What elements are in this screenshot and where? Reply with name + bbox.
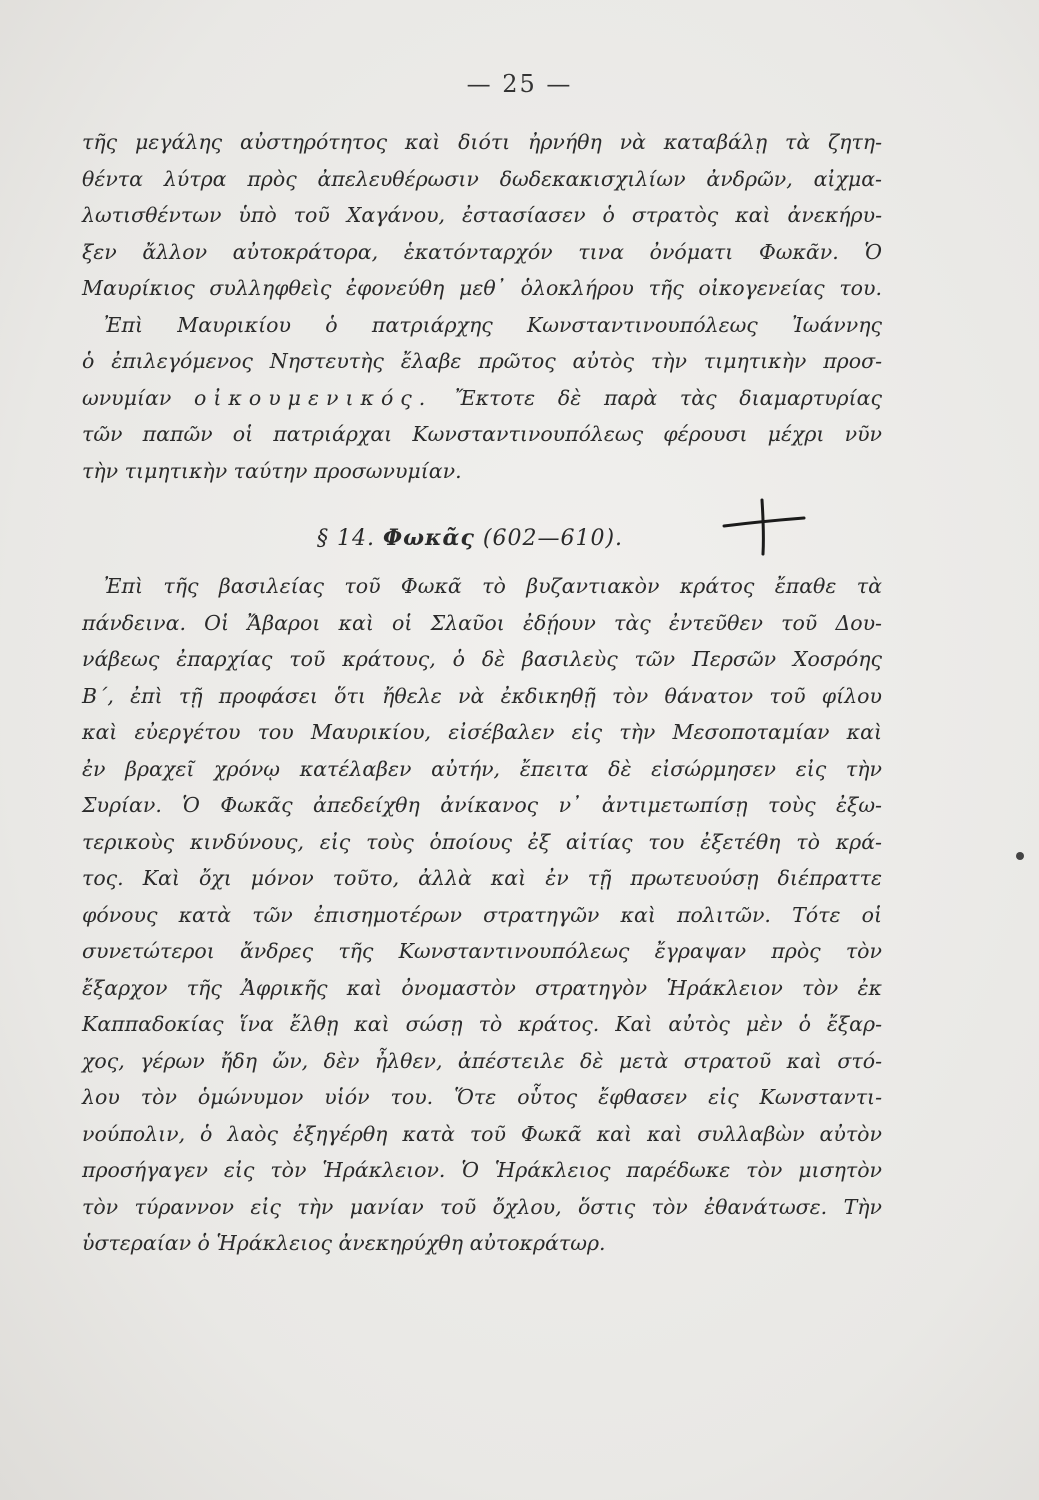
text-line: νούπολιν, ὁ λαὸς ἐξηγέρθη κατὰ τοῦ Φωκᾶ καὶ καὶ συλλαβὼν αὐτὸν [82,1121,882,1146]
ink-speck [1016,852,1024,860]
text-fragment: ωνυμίαν [82,385,172,410]
text-line: τος. Καὶ ὄχι μόνον τοῦτο, ἀλλὰ καὶ ἐν τῇ πρωτευούσῃ διέπραττε [82,866,882,890]
text-line: ἐν βραχεῖ χρόνῳ κατέλαβεν αὐτήν, ἔπειτα δὲ εἰσώρμησεν εἰς τὴν [82,756,882,781]
text-line: χος, γέρων ἤδη ὤν, δὲν ἦλθεν, ἀπέστειλε δὲ μετὰ στρατοῦ καὶ στό- [82,1048,882,1073]
text-line: τῶν παπῶν οἱ πατριάρχαι Κωνσταντινουπόλεως φέρουσι μέχρι νῦν [82,422,882,446]
text-line: πάνδεινα. Οἱ Ἄβαροι καὶ οἱ Σλαῦοι ἐδῄουν τὰς ἐντεῦθεν τοῦ Δου- [82,610,882,635]
text-line: συνετώτεροι ἄνδρες τῆς Κωνσταντινουπόλεως ἔγραψαν πρὸς τὸν [82,939,882,963]
text-line: λωτισθέντων ὑπὸ τοῦ Χαγάνου, ἐστασίασεν ὁ στρατὸς καὶ ἀνεκήρυ- [82,203,882,227]
text-line: τὴν τιμητικὴν ταύτην προσωνυμίαν. [82,458,462,483]
section-years: (602—610). [482,526,624,551]
paragraph-3 [82,568,882,1262]
text-line: τῆς μεγάλης αὐστηρότητος καὶ διότι ἠρνήθη νὰ καταβάλῃ τὰ ζητη- [82,130,882,154]
text-line: προσήγαγεν εἰς τὸν Ἡράκλειον. Ὁ Ἡράκλειος παρέδωκε τὸν μισητὸν [82,1158,882,1182]
text-line-mixed [82,380,882,417]
handwritten-cross-mark [718,496,808,556]
text-line: Ἐπὶ Μαυρικίου ὁ πατριάρχης Κωνσταντινουπόλεως Ἰωάννης [104,312,882,337]
text-line: ξεν ἄλλον αὐτοκράτορα, ἑκατόνταρχόν τινα ὀνόματι Φωκᾶν. Ὁ [82,239,882,264]
text-line: Συρίαν. Ὁ Φωκᾶς ἀπεδείχθη ἀνίκανος ν᾿ ἀντιμετωπίσῃ τοὺς ἐξω- [82,793,882,817]
text-line: Β΄, ἐπὶ τῇ προφάσει ὅτι ἤθελε νὰ ἐκδικηθῇ τὸν θάνατον τοῦ φίλου [82,683,882,708]
text-line: ὑστεραίαν ὁ Ἡράκλειος ἀνεκηρύχθη αὐτοκράτωρ. [82,1231,606,1255]
text-line: Ἐπὶ τῆς βασιλείας τοῦ Φωκᾶ τὸ βυζαντιακὸν κράτος ἔπαθε τὰ [104,574,882,598]
text-fragment: Ἔκτοτε δὲ παρὰ τὰς διαμαρτυρίας [455,385,882,410]
text-line: λου τὸν ὁμώνυμον υἱόν του. Ὅτε οὗτος ἔφθασεν εἰς Κωνσταντι- [82,1085,882,1109]
page-number: — 25 — [466,70,573,98]
section-title: Φωκᾶς [382,525,475,551]
paragraph-1 [82,124,882,489]
text-line: τὸν τύραννον εἰς τὴν μανίαν τοῦ ὄχλου, ὅστις τὸν ἐθανάτωσε. Τὴν [82,1194,882,1219]
text-line: ἔξαρχον τῆς Ἀφρικῆς καὶ ὀνομαστὸν στρατηγὸν Ἡράκλειον τὸν ἐκ [82,975,882,1000]
text-line: νάβεως ἐπαρχίας τοῦ κράτους, ὁ δὲ βασιλεὺς τῶν Περσῶν Χοσρόης [82,647,882,671]
text-line: Μαυρίκιος συλληφθεὶς ἐφονεύθη μεθ᾿ ὁλοκλήρου τῆς οἰκογενείας του. [82,276,882,300]
text-line: Καππαδοκίας ἵνα ἔλθῃ καὶ σώσῃ τὸ κράτος. Καὶ αὐτὸς μὲν ὁ ἔξαρ- [82,1012,882,1036]
text-line: καὶ εὐεργέτου του Μαυρικίου, εἰσέβαλεν εἰς τὴν Μεσοποταμίαν καὶ [82,720,882,744]
text-line: θέντα λύτρα πρὸς ἀπελευθέρωσιν δωδεκακισχιλίων ἀνδρῶν, αἰχμα- [82,166,882,191]
text-line: φόνους κατὰ τῶν ἐπισημοτέρων στρατηγῶν καὶ πολιτῶν. Τότε οἱ [82,902,882,927]
emphasized-word: οἰκουμενικός. [194,385,433,410]
section-symbol: § 14. [316,526,375,551]
text-line: τερικοὺς κινδύνους, εἰς τοὺς ὁποίους ἐξ αἰτίας του ἐξετέθη τὸ κρά- [82,829,882,854]
text-line: ὁ ἐπιλεγόμενος Νηστευτὴς ἔλαβε πρῶτος αὐτὸς τὴν τιμητικὴν προσ- [82,349,882,373]
